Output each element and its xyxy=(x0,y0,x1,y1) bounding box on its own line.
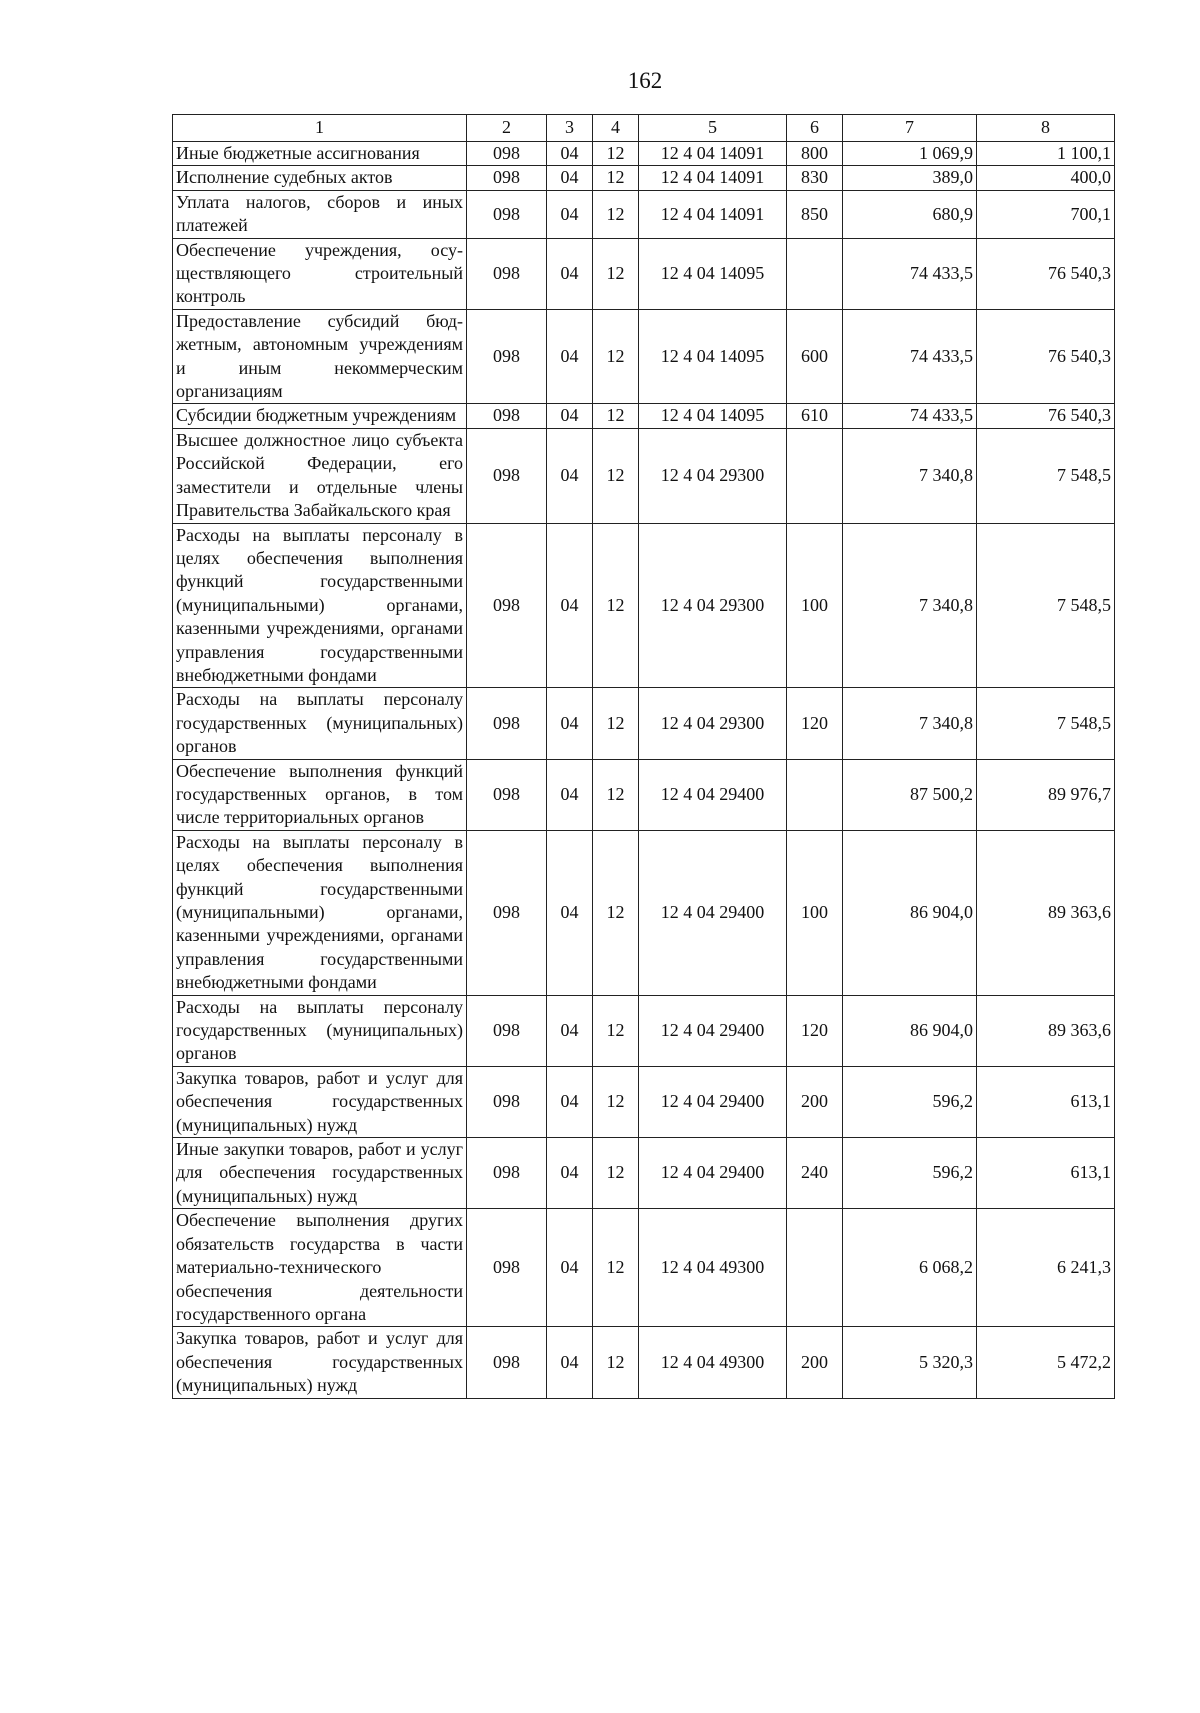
subsection-code-cell: 12 xyxy=(593,1209,639,1327)
expense-type-cell: 120 xyxy=(787,995,843,1066)
expense-name-cell: Субсидии бюджетным учреждениям xyxy=(173,404,467,428)
amount-year1-cell: 596,2 xyxy=(843,1138,977,1209)
column-header: 3 xyxy=(547,115,593,142)
subsection-code-cell: 12 xyxy=(593,238,639,309)
column-header: 5 xyxy=(639,115,787,142)
target-article-cell: 12 4 04 14091 xyxy=(639,190,787,238)
section-code-cell: 04 xyxy=(547,166,593,190)
page-number: 162 xyxy=(627,68,663,93)
amount-year2-cell: 76 540,3 xyxy=(977,238,1115,309)
subsection-code-cell: 12 xyxy=(593,309,639,404)
section-code-cell: 04 xyxy=(547,688,593,759)
expense-type-cell: 240 xyxy=(787,1138,843,1209)
amount-year1-cell: 680,9 xyxy=(843,190,977,238)
ministry-code-cell: 098 xyxy=(467,309,547,404)
section-code-cell: 04 xyxy=(547,142,593,166)
expense-name-cell: Расходы на выплаты персоналу в целях обеспечения выполнения функций государственными (муниципальными) органами, казенными учреждениями, органами управления государственными внебюджетными фондами xyxy=(173,830,467,995)
amount-year1-cell: 74 433,5 xyxy=(843,404,977,428)
ministry-code-cell: 098 xyxy=(467,404,547,428)
target-article-cell: 12 4 04 29400 xyxy=(639,995,787,1066)
ministry-code-cell: 098 xyxy=(467,1327,547,1398)
table-row xyxy=(173,995,1115,1066)
table-header-row xyxy=(173,115,1115,142)
target-article-cell: 12 4 04 14095 xyxy=(639,238,787,309)
subsection-code-cell: 12 xyxy=(593,688,639,759)
ministry-code-cell: 098 xyxy=(467,190,547,238)
expense-type-cell xyxy=(787,759,843,830)
expense-type-cell: 600 xyxy=(787,309,843,404)
table-row xyxy=(173,688,1115,759)
amount-year2-cell: 700,1 xyxy=(977,190,1115,238)
subsection-code-cell: 12 xyxy=(593,1327,639,1398)
expense-type-cell: 800 xyxy=(787,142,843,166)
section-code-cell: 04 xyxy=(547,830,593,995)
table-row xyxy=(173,1066,1115,1137)
amount-year2-cell: 613,1 xyxy=(977,1066,1115,1137)
subsection-code-cell: 12 xyxy=(593,142,639,166)
expense-name-cell: Обеспечение выполнения функций государственных органов, в том числе территориальных органов xyxy=(173,759,467,830)
amount-year1-cell: 7 340,8 xyxy=(843,523,977,688)
table-row xyxy=(173,142,1115,166)
budget-table xyxy=(172,114,1115,1399)
target-article-cell: 12 4 04 14095 xyxy=(639,404,787,428)
subsection-code-cell: 12 xyxy=(593,1066,639,1137)
ministry-code-cell: 098 xyxy=(467,1209,547,1327)
subsection-code-cell: 12 xyxy=(593,523,639,688)
table-row xyxy=(173,1209,1115,1327)
ministry-code-cell: 098 xyxy=(467,1066,547,1137)
expense-type-cell: 200 xyxy=(787,1327,843,1398)
amount-year2-cell: 6 241,3 xyxy=(977,1209,1115,1327)
target-article-cell: 12 4 04 29300 xyxy=(639,428,787,523)
target-article-cell: 12 4 04 49300 xyxy=(639,1209,787,1327)
expense-type-cell xyxy=(787,238,843,309)
amount-year2-cell: 613,1 xyxy=(977,1138,1115,1209)
expense-name-cell: Расходы на выплаты персоналу государственных (муниципальных) органов xyxy=(173,995,467,1066)
expense-name-cell: Обеспечение выполнения других обязательств государства в части материально-технического обеспечения деятельности государственного органа xyxy=(173,1209,467,1327)
subsection-code-cell: 12 xyxy=(593,830,639,995)
column-header: 2 xyxy=(467,115,547,142)
amount-year1-cell: 6 068,2 xyxy=(843,1209,977,1327)
table-row xyxy=(173,523,1115,688)
expense-type-cell: 120 xyxy=(787,688,843,759)
amount-year1-cell: 86 904,0 xyxy=(843,830,977,995)
amount-year1-cell: 74 433,5 xyxy=(843,238,977,309)
expense-name-cell: Уплата налогов, сборов и иных платежей xyxy=(173,190,467,238)
ministry-code-cell: 098 xyxy=(467,759,547,830)
amount-year2-cell: 89 976,7 xyxy=(977,759,1115,830)
subsection-code-cell: 12 xyxy=(593,1138,639,1209)
amount-year1-cell: 5 320,3 xyxy=(843,1327,977,1398)
column-header: 4 xyxy=(593,115,639,142)
table-row xyxy=(173,1327,1115,1398)
expense-type-cell: 100 xyxy=(787,523,843,688)
subsection-code-cell: 12 xyxy=(593,190,639,238)
table-row xyxy=(173,166,1115,190)
table-row xyxy=(173,1138,1115,1209)
section-code-cell: 04 xyxy=(547,238,593,309)
table-row xyxy=(173,428,1115,523)
ministry-code-cell: 098 xyxy=(467,1138,547,1209)
amount-year2-cell: 7 548,5 xyxy=(977,688,1115,759)
section-code-cell: 04 xyxy=(547,995,593,1066)
column-header: 7 xyxy=(843,115,977,142)
amount-year2-cell: 5 472,2 xyxy=(977,1327,1115,1398)
section-code-cell: 04 xyxy=(547,1209,593,1327)
section-code-cell: 04 xyxy=(547,523,593,688)
expense-type-cell: 830 xyxy=(787,166,843,190)
target-article-cell: 12 4 04 29400 xyxy=(639,759,787,830)
expense-type-cell: 610 xyxy=(787,404,843,428)
ministry-code-cell: 098 xyxy=(467,688,547,759)
amount-year2-cell: 7 548,5 xyxy=(977,428,1115,523)
expense-type-cell: 200 xyxy=(787,1066,843,1137)
section-code-cell: 04 xyxy=(547,759,593,830)
column-header: 6 xyxy=(787,115,843,142)
expense-type-cell: 850 xyxy=(787,190,843,238)
table-row xyxy=(173,759,1115,830)
amount-year1-cell: 87 500,2 xyxy=(843,759,977,830)
amount-year1-cell: 86 904,0 xyxy=(843,995,977,1066)
amount-year2-cell: 89 363,6 xyxy=(977,995,1115,1066)
expense-name-cell: Исполнение судебных актов xyxy=(173,166,467,190)
table-row xyxy=(173,404,1115,428)
ministry-code-cell: 098 xyxy=(467,830,547,995)
ministry-code-cell: 098 xyxy=(467,523,547,688)
subsection-code-cell: 12 xyxy=(593,166,639,190)
section-code-cell: 04 xyxy=(547,190,593,238)
ministry-code-cell: 098 xyxy=(467,238,547,309)
expense-type-cell: 100 xyxy=(787,830,843,995)
target-article-cell: 12 4 04 49300 xyxy=(639,1327,787,1398)
subsection-code-cell: 12 xyxy=(593,759,639,830)
table-row xyxy=(173,830,1115,995)
target-article-cell: 12 4 04 29300 xyxy=(639,523,787,688)
column-header: 1 xyxy=(173,115,467,142)
section-code-cell: 04 xyxy=(547,1327,593,1398)
target-article-cell: 12 4 04 14091 xyxy=(639,142,787,166)
expense-name-cell: Предоставление субсидий бюджетным, автономным учреждениям и иным некоммерческим организациям xyxy=(173,309,467,404)
target-article-cell: 12 4 04 29400 xyxy=(639,1066,787,1137)
amount-year1-cell: 389,0 xyxy=(843,166,977,190)
expense-type-cell xyxy=(787,1209,843,1327)
table-body xyxy=(173,142,1115,1399)
ministry-code-cell: 098 xyxy=(467,428,547,523)
expense-name-cell: Иные бюджетные ассигнования xyxy=(173,142,467,166)
section-code-cell: 04 xyxy=(547,1138,593,1209)
target-article-cell: 12 4 04 14095 xyxy=(639,309,787,404)
table-row xyxy=(173,309,1115,404)
amount-year2-cell: 76 540,3 xyxy=(977,404,1115,428)
expense-name-cell: Расходы на выплаты персоналу в целях обеспечения выполнения функций государственными (муниципальными) органами, казенными учреждениями, органами управления государственными внебюджетными фондами xyxy=(173,523,467,688)
amount-year1-cell: 1 069,9 xyxy=(843,142,977,166)
expense-name-cell: Высшее должностное лицо субъекта Российской Федерации, его заместители и отдельные члены Правительства Забайкальского края xyxy=(173,428,467,523)
target-article-cell: 12 4 04 29400 xyxy=(639,830,787,995)
amount-year2-cell: 76 540,3 xyxy=(977,309,1115,404)
ministry-code-cell: 098 xyxy=(467,166,547,190)
expense-type-cell xyxy=(787,428,843,523)
amount-year2-cell: 89 363,6 xyxy=(977,830,1115,995)
subsection-code-cell: 12 xyxy=(593,995,639,1066)
expense-name-cell: Расходы на выплаты персоналу государственных (муниципальных) органов xyxy=(173,688,467,759)
section-code-cell: 04 xyxy=(547,309,593,404)
expense-name-cell: Закупка товаров, работ и услуг для обеспечения государственных (муниципальных) нужд xyxy=(173,1327,467,1398)
ministry-code-cell: 098 xyxy=(467,142,547,166)
section-code-cell: 04 xyxy=(547,404,593,428)
target-article-cell: 12 4 04 29400 xyxy=(639,1138,787,1209)
expense-name-cell: Закупка товаров, работ и услуг для обеспечения государственных (муниципальных) нужд xyxy=(173,1066,467,1137)
subsection-code-cell: 12 xyxy=(593,428,639,523)
section-code-cell: 04 xyxy=(547,1066,593,1137)
column-header: 8 xyxy=(977,115,1115,142)
amount-year2-cell: 7 548,5 xyxy=(977,523,1115,688)
table-row xyxy=(173,190,1115,238)
target-article-cell: 12 4 04 14091 xyxy=(639,166,787,190)
expense-name-cell: Обеспечение учреждения, осуществляющего строительный контроль xyxy=(173,238,467,309)
amount-year2-cell: 400,0 xyxy=(977,166,1115,190)
target-article-cell: 12 4 04 29300 xyxy=(639,688,787,759)
amount-year1-cell: 74 433,5 xyxy=(843,309,977,404)
ministry-code-cell: 098 xyxy=(467,995,547,1066)
amount-year1-cell: 7 340,8 xyxy=(843,428,977,523)
section-code-cell: 04 xyxy=(547,428,593,523)
expense-name-cell: Иные закупки товаров, работ и услуг для обеспечения государственных (муниципальных) нужд xyxy=(173,1138,467,1209)
amount-year1-cell: 596,2 xyxy=(843,1066,977,1137)
subsection-code-cell: 12 xyxy=(593,404,639,428)
table-row xyxy=(173,238,1115,309)
amount-year1-cell: 7 340,8 xyxy=(843,688,977,759)
amount-year2-cell: 1 100,1 xyxy=(977,142,1115,166)
